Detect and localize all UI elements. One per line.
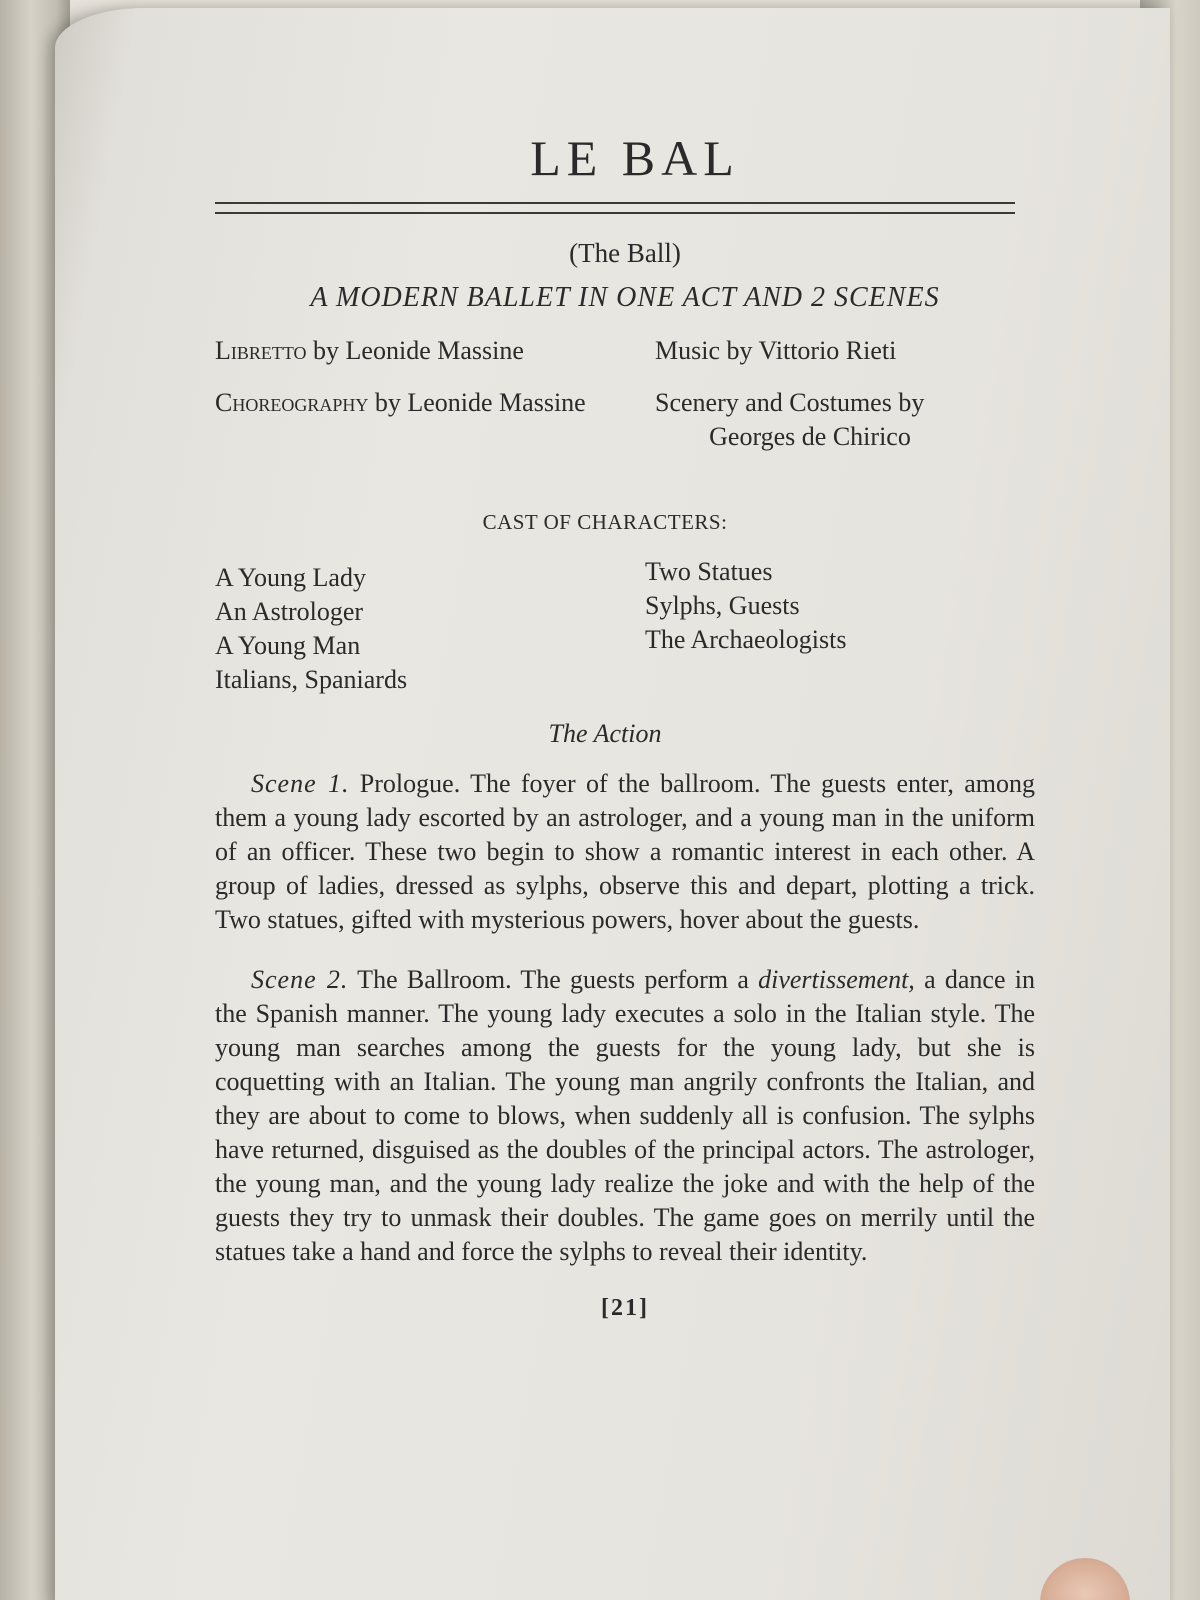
book-page	[55, 8, 1170, 1600]
scene-2-italic: divertissement,	[758, 965, 915, 994]
page-title: LE BAL	[530, 130, 740, 186]
cast-item: Italians, Spaniards	[215, 665, 408, 694]
page-number: [21]	[601, 1295, 649, 1321]
credit-libretto-label: Libretto	[215, 336, 307, 365]
credit-choreography-label: Choreography	[215, 388, 369, 417]
scene-1-paragraph	[215, 767, 1035, 937]
credits	[215, 334, 1035, 472]
scene-2-text-a: The Ballroom. The guests perform a	[348, 965, 759, 994]
credit-choreography	[215, 386, 645, 454]
page-content	[215, 128, 1035, 1322]
cast-heading: CAST OF CHARACTERS:	[482, 510, 728, 534]
double-rule-divider	[215, 202, 1015, 214]
cast-item: The Archaeologists	[645, 625, 847, 654]
cast-list	[215, 557, 1035, 697]
cast-item: An Astrologer	[215, 597, 364, 626]
scene-1-label: Scene 1.	[251, 769, 350, 798]
cast-right-column	[645, 555, 1025, 697]
credit-libretto	[215, 334, 645, 368]
credit-scenery	[655, 386, 1035, 454]
cast-left-column	[215, 561, 635, 697]
thumb	[1040, 1558, 1130, 1600]
cast-item: A Young Man	[215, 631, 361, 660]
subtitle: (The Ball)	[569, 238, 681, 268]
cast-item: Sylphs, Guests	[645, 591, 800, 620]
ballet-form: A MODERN BALLET IN ONE ACT AND 2 SCENES	[310, 282, 940, 313]
cast-item: A Young Lady	[215, 563, 366, 592]
credit-scenery-line1: Scenery and Costumes by	[655, 388, 925, 417]
credit-music: Music by Vittorio Rieti	[655, 336, 897, 365]
credit-choreography-text: by Leonide Massine	[368, 388, 586, 417]
scene-2-text-b: a dance in the Spanish manner. The young lady executes a solo in the Italian style. The young man searches among the guests for the young lady, but she is coquetting with an Italian. The young man angrily confronts the Italian, and they are about to come to blows, when suddenly all is confusion. The sylphs have returned, disguised as the doubles of the principal actors. The astrologer, the young man, and the young lady realize the joke and with the help of the guests they try to unmask their doubles. The game goes on merrily until the statues take a hand and force the sylphs to reveal their identity.	[215, 965, 1035, 1266]
action-heading: The Action	[548, 719, 662, 748]
cast-item: Two Statues	[645, 557, 773, 586]
credit-libretto-text: by Leonide Massine	[306, 336, 524, 365]
scene-2-label: Scene 2.	[251, 965, 349, 994]
credit-scenery-line2: Georges de Chirico	[709, 422, 911, 451]
scene-2-paragraph	[215, 963, 1035, 1269]
scene-1-text: Prologue. The foyer of the ballroom. The guests enter, among them a young lady escorted by an astrologer, and a young man in the uniform of an officer. These two begin to show a romantic interest in each other. A group of ladies, dressed as sylphs, observe this and depart, plotting a trick. Two statues, gifted with mysterious powers, hover about the guests.	[215, 769, 1035, 934]
